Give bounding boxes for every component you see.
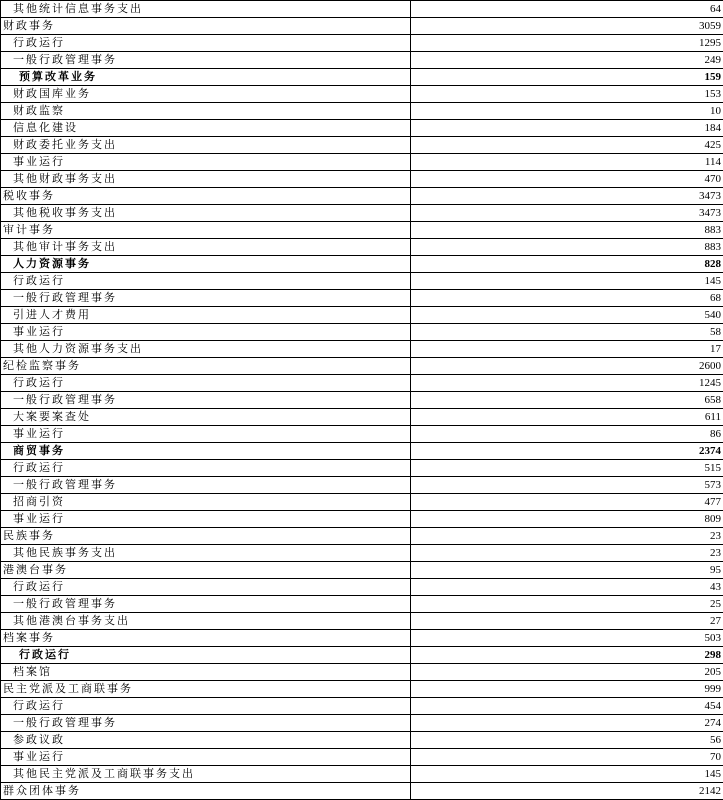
table-row — [1, 392, 723, 409]
table-row — [1, 545, 723, 562]
item-value-cell: 159 — [411, 69, 723, 86]
item-name-cell: 其他人力资源事务支出 — [1, 341, 411, 358]
item-value-cell: 425 — [411, 137, 723, 154]
item-name-cell: 其他税收事务支出 — [1, 205, 411, 222]
item-name-cell: 其他审计事务支出 — [1, 239, 411, 256]
table-row — [1, 511, 723, 528]
item-name-cell: 大案要案查处 — [1, 409, 411, 426]
table-row — [1, 647, 723, 664]
item-value-cell: 153 — [411, 86, 723, 103]
item-value-cell: 611 — [411, 409, 723, 426]
item-value-cell: 515 — [411, 460, 723, 477]
item-name-cell: 事业运行 — [1, 324, 411, 341]
item-name-cell: 预算改革业务 — [1, 69, 411, 86]
item-name-cell: 行政运行 — [1, 579, 411, 596]
item-name-cell: 一般行政管理事务 — [1, 715, 411, 732]
table-row — [1, 341, 723, 358]
table-row — [1, 52, 723, 69]
item-value-cell: 114 — [411, 154, 723, 171]
item-name-cell: 事业运行 — [1, 749, 411, 766]
table-row — [1, 664, 723, 681]
table-row — [1, 239, 723, 256]
item-name-cell: 其他民主党派及工商联事务支出 — [1, 766, 411, 783]
item-value-cell: 3059 — [411, 18, 723, 35]
item-name-cell: 财政国库业务 — [1, 86, 411, 103]
table-row — [1, 137, 723, 154]
item-value-cell: 25 — [411, 596, 723, 613]
item-value-cell: 1245 — [411, 375, 723, 392]
table-row — [1, 120, 723, 137]
item-name-cell: 事业运行 — [1, 426, 411, 443]
item-value-cell: 23 — [411, 545, 723, 562]
table-row — [1, 324, 723, 341]
item-name-cell: 其他财政事务支出 — [1, 171, 411, 188]
item-value-cell: 540 — [411, 307, 723, 324]
table-row — [1, 460, 723, 477]
item-name-cell: 纪检监察事务 — [1, 358, 411, 375]
item-name-cell: 财政事务 — [1, 18, 411, 35]
item-name-cell: 其他统计信息事务支出 — [1, 1, 411, 18]
item-value-cell: 145 — [411, 273, 723, 290]
item-name-cell: 引进人才费用 — [1, 307, 411, 324]
table-row — [1, 783, 723, 800]
item-name-cell: 参政议政 — [1, 732, 411, 749]
table-row — [1, 256, 723, 273]
item-name-cell: 一般行政管理事务 — [1, 290, 411, 307]
table-row — [1, 171, 723, 188]
table-row — [1, 409, 723, 426]
table-body — [1, 1, 723, 800]
item-value-cell: 205 — [411, 664, 723, 681]
item-name-cell: 审计事务 — [1, 222, 411, 239]
table-row — [1, 562, 723, 579]
table-row — [1, 443, 723, 460]
item-value-cell: 573 — [411, 477, 723, 494]
item-name-cell: 一般行政管理事务 — [1, 596, 411, 613]
item-name-cell: 民族事务 — [1, 528, 411, 545]
table-row — [1, 18, 723, 35]
item-value-cell: 298 — [411, 647, 723, 664]
table-row — [1, 579, 723, 596]
item-name-cell: 财政委托业务支出 — [1, 137, 411, 154]
item-name-cell: 其他民族事务支出 — [1, 545, 411, 562]
item-value-cell: 56 — [411, 732, 723, 749]
item-value-cell: 999 — [411, 681, 723, 698]
table-row — [1, 103, 723, 120]
table-row — [1, 86, 723, 103]
item-value-cell: 58 — [411, 324, 723, 341]
item-name-cell: 一般行政管理事务 — [1, 392, 411, 409]
table-row — [1, 732, 723, 749]
item-value-cell: 454 — [411, 698, 723, 715]
item-value-cell: 43 — [411, 579, 723, 596]
item-value-cell: 2374 — [411, 443, 723, 460]
table-row — [1, 596, 723, 613]
item-value-cell: 23 — [411, 528, 723, 545]
item-value-cell: 3473 — [411, 188, 723, 205]
table-row — [1, 154, 723, 171]
item-value-cell: 68 — [411, 290, 723, 307]
item-name-cell: 港澳台事务 — [1, 562, 411, 579]
item-value-cell: 17 — [411, 341, 723, 358]
item-name-cell: 信息化建设 — [1, 120, 411, 137]
table-row — [1, 307, 723, 324]
item-value-cell: 2600 — [411, 358, 723, 375]
item-name-cell: 行政运行 — [1, 460, 411, 477]
table-row — [1, 749, 723, 766]
item-name-cell: 人力资源事务 — [1, 256, 411, 273]
item-name-cell: 民主党派及工商联事务 — [1, 681, 411, 698]
table-row — [1, 477, 723, 494]
table-row — [1, 613, 723, 630]
table-row — [1, 715, 723, 732]
table-row — [1, 188, 723, 205]
table-row — [1, 358, 723, 375]
item-name-cell: 行政运行 — [1, 647, 411, 664]
table-row — [1, 1, 723, 18]
table-row — [1, 766, 723, 783]
item-value-cell: 10 — [411, 103, 723, 120]
table-row — [1, 69, 723, 86]
table-row — [1, 426, 723, 443]
item-name-cell: 税收事务 — [1, 188, 411, 205]
item-value-cell: 809 — [411, 511, 723, 528]
item-value-cell: 27 — [411, 613, 723, 630]
table-row — [1, 35, 723, 52]
table-row — [1, 273, 723, 290]
table-row — [1, 290, 723, 307]
item-name-cell: 一般行政管理事务 — [1, 52, 411, 69]
table-row — [1, 681, 723, 698]
item-name-cell: 行政运行 — [1, 698, 411, 715]
item-value-cell: 477 — [411, 494, 723, 511]
item-value-cell: 249 — [411, 52, 723, 69]
item-value-cell: 95 — [411, 562, 723, 579]
item-name-cell: 档案事务 — [1, 630, 411, 647]
item-value-cell: 828 — [411, 256, 723, 273]
item-value-cell: 145 — [411, 766, 723, 783]
item-value-cell: 658 — [411, 392, 723, 409]
item-name-cell: 行政运行 — [1, 273, 411, 290]
table-row — [1, 698, 723, 715]
table-row — [1, 222, 723, 239]
item-name-cell: 招商引资 — [1, 494, 411, 511]
item-value-cell: 184 — [411, 120, 723, 137]
item-value-cell: 503 — [411, 630, 723, 647]
item-name-cell: 事业运行 — [1, 511, 411, 528]
item-value-cell: 86 — [411, 426, 723, 443]
table-row — [1, 205, 723, 222]
item-value-cell: 1295 — [411, 35, 723, 52]
item-value-cell: 2142 — [411, 783, 723, 800]
table-row — [1, 375, 723, 392]
item-value-cell: 64 — [411, 1, 723, 18]
item-name-cell: 行政运行 — [1, 35, 411, 52]
item-name-cell: 一般行政管理事务 — [1, 477, 411, 494]
item-name-cell: 其他港澳台事务支出 — [1, 613, 411, 630]
table-row — [1, 630, 723, 647]
item-value-cell: 3473 — [411, 205, 723, 222]
item-value-cell: 470 — [411, 171, 723, 188]
item-value-cell: 883 — [411, 222, 723, 239]
item-name-cell: 财政监察 — [1, 103, 411, 120]
item-value-cell: 883 — [411, 239, 723, 256]
item-value-cell: 70 — [411, 749, 723, 766]
item-name-cell: 群众团体事务 — [1, 783, 411, 800]
item-name-cell: 事业运行 — [1, 154, 411, 171]
table-row — [1, 494, 723, 511]
item-value-cell: 274 — [411, 715, 723, 732]
item-name-cell: 行政运行 — [1, 375, 411, 392]
item-name-cell: 档案馆 — [1, 664, 411, 681]
item-name-cell: 商贸事务 — [1, 443, 411, 460]
table-row — [1, 528, 723, 545]
